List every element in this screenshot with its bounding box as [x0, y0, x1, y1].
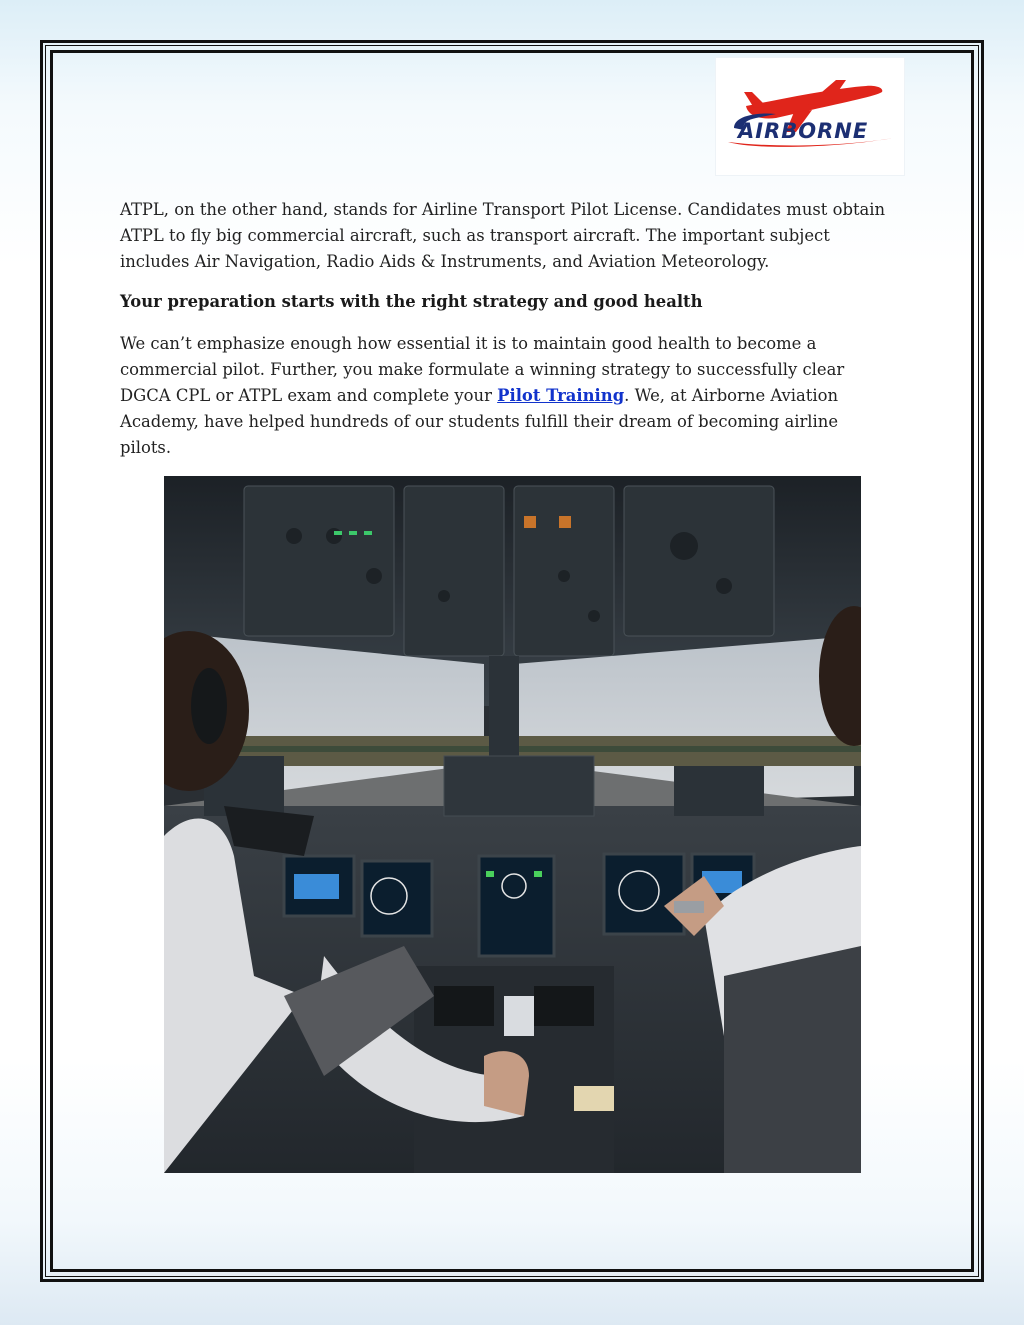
paragraph-atpl: ATPL, on the other hand, stands for Airline Transport Pilot License. Candidates must obtain ATPL to fly big commercial aircraft, such as transport aircraft. The important subject includes Air Navigation, Radio Aids & Instruments, and Aviation Meteorology. — [120, 200, 886, 271]
pilot-training-link[interactable]: Pilot Training — [497, 386, 625, 405]
logo-text: AIRBORNE — [738, 119, 869, 143]
paragraph-strategy — [120, 331, 890, 461]
section-heading: Your preparation starts with the right strategy and good health — [120, 292, 703, 311]
paragraph-strategy-text-1: We can’t emphasize enough how essential it is to maintain good health to become a commercial pilot. Further, you make formulate a winning strategy to successfully clear DGCA CPL or ATPL exam and complete your — [120, 334, 845, 405]
airborne-logo — [716, 58, 904, 175]
paragraph-strategy-text-2: . We, at Airborne Aviation Academy, have helped hundreds of our students fulfill their dream of becoming airline pilots. — [120, 386, 839, 457]
cockpit-photo — [164, 476, 861, 1173]
